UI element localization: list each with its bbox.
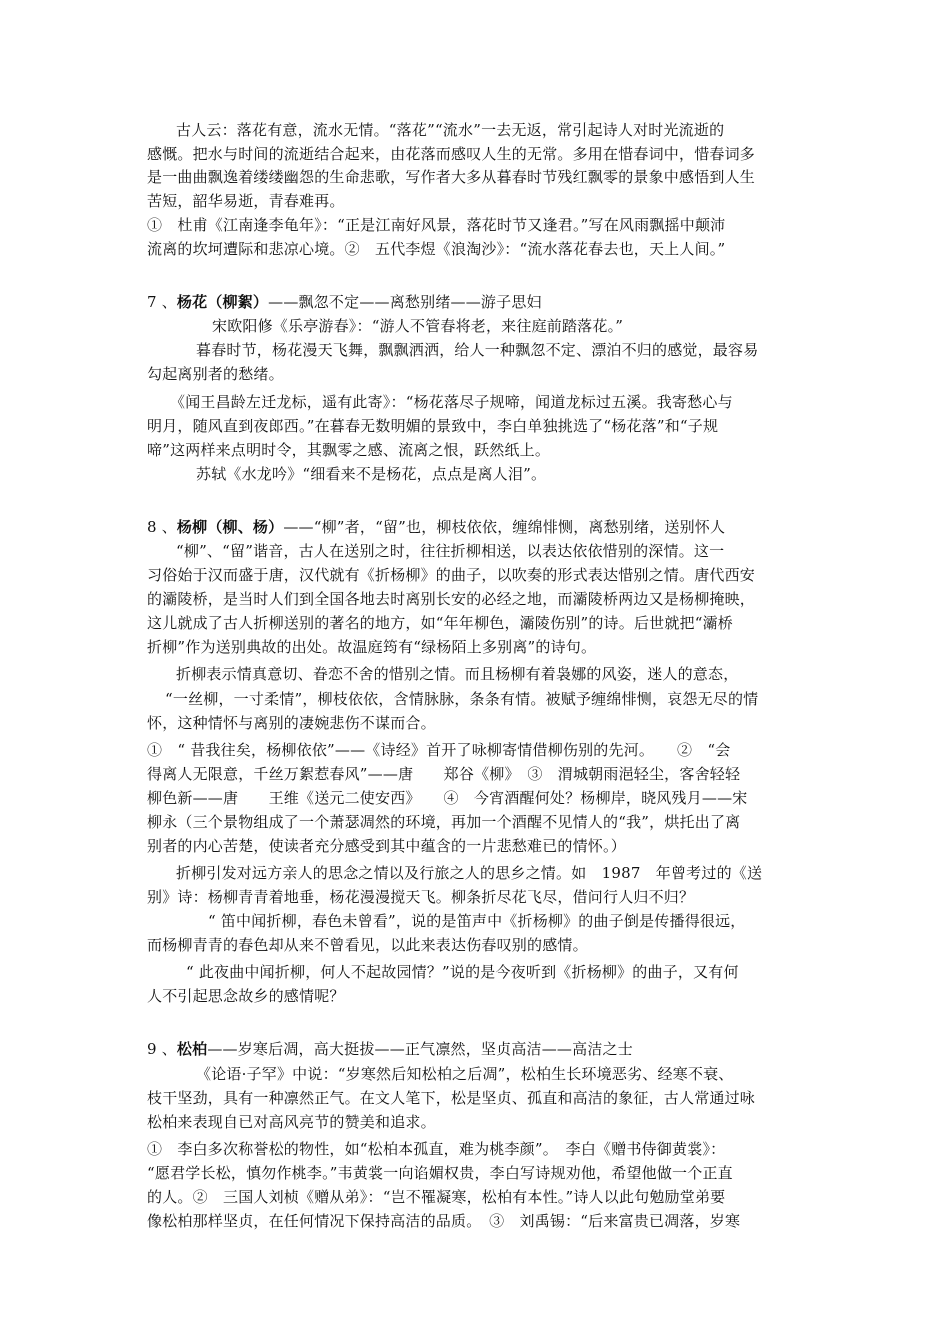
body-line: 得离人无限意，千丝万絮惹春风”——唐 郑谷《柳》 ③ 渭城朝雨浥轻尘，客舍轻轻 [147, 765, 741, 783]
body-line: 是一曲曲飘逸着缕缕幽怨的生命悲歌，写作者大多从暮春时节残红飘零的景象中感悟到人生 [147, 168, 756, 186]
body-line: 别》诗：杨柳青青着地垂，杨花漫漫搅天飞。柳条折尽花飞尽，借问行人归不归？ [147, 888, 695, 906]
body-line: 习俗始于汉而盛于唐，汉代就有《折杨柳》的曲子，以吹奏的形式表达惜别之情。唐代西安 [147, 566, 756, 584]
body-line: “柳”、“留”谐音，古人在送别之时，往往折柳相送，以表达依依惜别的深情。这一 [176, 542, 725, 560]
body-line: ① 杜甫《江南逢李龟年》：“正是江南好风景，落花时节又逢君。”写在风雨飘摇中颠沛 [147, 216, 726, 234]
body-line: “一丝柳，一寸柔情”，柳枝依依，含情脉脉，条条有情。被赋予缠绵悱恻，哀怨无尽的情 [165, 690, 759, 708]
body-line: 感慨。把水与时间的流逝结合起来，由花落而感叹人生的无常。多用在惜春词中，惜春词多 [147, 145, 756, 163]
body-line: 宋欧阳修《乐亭游春》：“游人不管春将老，来往庭前踏落花。” [212, 317, 624, 335]
section-title: 松柏 [176, 1040, 208, 1058]
body-line: 《闻王昌龄左迁龙标，遥有此寄》：“杨花落尽子规啼，闻道龙标过五溪。我寄愁心与 [170, 393, 733, 411]
body-line: 的灞陵桥，是当时人们到全国各地去时离别长安的必经之地，而灞陵桥两边又是杨柳掩映， [147, 590, 756, 608]
body-line: 枝干坚劲，具有一种凛然正气。在文人笔下，松是坚贞、孤直和高洁的象征，古人常通过咏 [147, 1089, 756, 1107]
section-heading-7 [147, 291, 823, 313]
section-subtitle: ——“柳”者，“留”也，柳枝依依，缠绵悱恻，离愁别绪，送别怀人 [283, 518, 726, 536]
body-line: 古人云：落花有意，流水无情。“落花”“流水”一去无返，常引起诗人对时光流逝的 [176, 121, 725, 139]
body-line: ① “ 昔我往矣，杨柳依依”——《诗经》首开了咏柳寄情借柳伤别的先河。 ② “会 [147, 741, 731, 759]
body-line: “ 笛中闻折柳，春色未曾看”，说的是笛声中《折杨柳》的曲子倒是传播得很远， [208, 912, 746, 930]
body-line: ① 李白多次称誉松的物性，如“松柏本孤直，难为桃李颜”。 李白《赠书侍御黄裳》： [147, 1140, 726, 1158]
body-line: 而杨柳青青的春色却从来不曾看见，以此来表达伤春叹别的感情。 [147, 936, 588, 954]
body-line: 明月，随风直到夜郎西。”在暮春无数明媚的景致中，李白单独挑选了“杨花落”和“子规 [147, 417, 719, 435]
body-line: 像松柏那样坚贞，在任何情况下保持高洁的品质。 ③ 刘禹锡：“后来富贵已凋落，岁寒 [147, 1212, 741, 1230]
body-line: “愿君学长松，慎勿作桃李。”韦黄裳一向谄媚权贵，李白写诗规劝他，希望他做一个正直 [147, 1164, 733, 1182]
body-line: 怀，这种情怀与离别的凄婉悲伤不谋而合。 [147, 714, 436, 732]
body-line: 《论语·子罕》中说：“岁寒然后知松柏之后凋”，松柏生长环境恶劣、经寒不衰、 [196, 1065, 734, 1083]
body-line: 暮春时节，杨花漫天飞舞，飘飘洒洒，给人一种飘忽不定、漂泊不归的感觉，最容易 [196, 341, 759, 359]
body-line: 苏轼《水龙吟》“细看来不是杨花，点点是离人泪”。 [196, 465, 547, 483]
body-line: 苦短，韶华易逝，青春难再。 [147, 192, 345, 210]
body-line: 啼”这两样来点明时令，其飘零之感、流离之恨，跃然纸上。 [147, 441, 551, 459]
section-number: 7 、 [147, 293, 177, 311]
body-line: 别者的内心苦楚，使读者充分感受到其中蕴含的一片悲愁难已的情怀。） [147, 837, 626, 855]
body-line: 流离的坎坷遭际和悲凉心境。② 五代李煜《浪淘沙》：“流水落花春去也，天上人间。” [147, 240, 726, 258]
body-line: 柳永（三个景物组成了一个萧瑟凋然的环境，再加一个酒醒不见情人的“我”，烘托出了离 [147, 813, 741, 831]
section-title: 杨花（柳絮） [176, 293, 269, 311]
section-subtitle: ——岁寒后凋，高大挺拔——正气凛然，坚贞高洁——高洁之士 [207, 1040, 633, 1058]
section-number: 8 、 [147, 518, 177, 536]
body-line: 这儿就成了古人折柳送别的著名的地方，如“年年柳色，灞陵伤别”的诗。后世就把“灞桥 [147, 614, 734, 632]
body-line: 折柳引发对远方亲人的思念之情以及行旅之人的思乡之情。如 1987 年曾考过的《送 [176, 864, 763, 882]
body-line: “ 此夜曲中闻折柳，何人不起故园情？”说的是今夜听到《折杨柳》的曲子，又有何 [186, 963, 739, 981]
section-heading-8 [147, 516, 823, 538]
body-line: 人不引起思念故乡的感情呢？ [147, 987, 345, 1005]
body-line: 柳色新——唐 王维《送元二使安西》 ④ 今宵酒醒何处？杨柳岸，晓风残月——宋 [147, 789, 748, 807]
section-title: 杨柳（柳、杨） [176, 518, 284, 536]
body-line: 松柏来表现自已对高风亮节的赞美和追求。 [147, 1113, 436, 1131]
body-line: 的人。② 三国人刘桢《赠从弟》：“岂不罹凝寒，松柏有本性。”诗人以此句勉励堂弟要 [147, 1188, 726, 1206]
section-subtitle: ——飘忽不定——离愁别绪——游子思妇 [268, 293, 542, 311]
section-heading-9 [147, 1038, 823, 1060]
body-line: 勾起离别者的愁绪。 [147, 365, 284, 383]
body-line: 折柳表示情真意切、眷恋不舍的惜别之情。而且杨柳有着袅娜的风姿，迷人的意态， [176, 665, 739, 683]
section-number: 9 、 [147, 1040, 177, 1058]
body-line: 折柳”作为送别典故的出处。故温庭筠有“绿杨陌上多别离”的诗句。 [147, 638, 597, 656]
